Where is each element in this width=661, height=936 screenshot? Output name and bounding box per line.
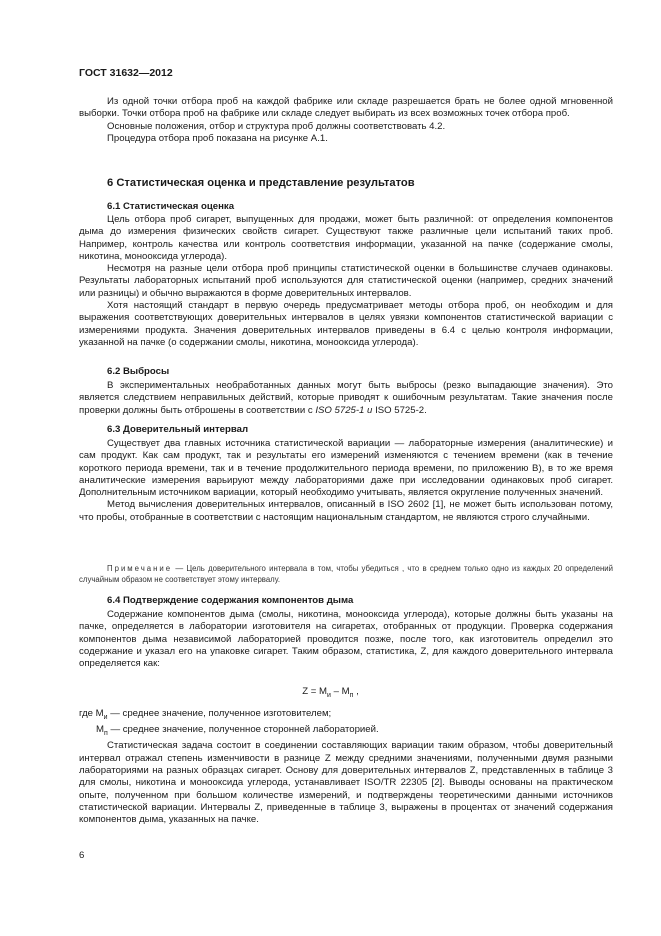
section-6-title: 6 Статистическая оценка и представление результатов: [107, 177, 415, 189]
section-6-3-title: 6.3 Доверительный интервал: [107, 424, 249, 435]
section-6-1-paragraph-3: Хотя настоящий стандарт в первую очередь предусматривает методы отбора проб, он необходим и для выражения соответствующих доверительных интервалов в целях увязки компонентов статистической вариации с измерениями продукта. Значения доверительных интервалов приведены в 6.4 с целью контроля информации, указанной на пачке (о содержании смолы, никотина, монооксида углерода).: [79, 300, 613, 348]
intro-paragraph-1: Из одной точки отбора проб на каждой фабрике или складе разрешается брать не более одной мгновенной выборки. Точки отбора проб на фабрике или складе следует выбирать из всех возможных точек отбора проб.: [79, 96, 613, 120]
section-6-4-body: [79, 609, 613, 670]
section-6-1-title: 6.1 Статистическая оценка: [107, 201, 235, 212]
section-6-4-paragraph-1: Содержание компонентов дыма (смолы, никотина, монооксида углерода), которые должны быть указаны на пачке, определяется в лаборатории изготовителя на сигаретах, отобранных от продукции. Проверка содержания компонентов дыма независимой лабораторией проводится позже, после того, как изготовитель определил это содержание и указал его на упаковке сигарет. Таким образом, статистика, Z, для каждого доверительного интервала определяется как:: [79, 609, 613, 670]
formula-z: $Z = M_и - M_п$ ,: [302, 686, 359, 699]
section-6-3-paragraph-2: Метод вычисления доверительных интервалов, описанный в ISO 2602 [1], не может быть использован потому, что пробы, отобранные в соответствии с настоящим национальным стандартом, не являются строго случайными.: [79, 499, 613, 523]
intro-paragraph-3: Процедура отбора проб показана на рисунке А.1.: [107, 132, 328, 144]
section-6-2-body: [79, 380, 613, 417]
section-6-4-title: 6.4 Подтверждение содержания компонентов дыма: [107, 595, 354, 606]
section-6-1-paragraph-2: Несмотря на разные цели отбора проб принципы статистической оценки в большинстве случаев одинаковы. Результаты лабораторных испытаний проб используются для статистической оценки (например, средних значений или разницы) и обычно выражаются в форме доверительных интервалов.: [79, 263, 613, 299]
where-line-1: где $M_и$ — среднее значение, полученное изготовителем;: [79, 708, 332, 721]
iso-reference: ISO 5725-1 и: [315, 404, 373, 416]
section-6-3-body: [79, 438, 613, 524]
section-6-1-body: [79, 214, 613, 349]
document-header: ГОСТ 31632—2012: [79, 67, 173, 79]
section-6-1-paragraph-1: Цель отбора проб сигарет, выпущенных для продажи, может быть различной: от определения компонентов дыма до измерения физических свойств сигарет. Существуют также различные цели испытаний таких проб. Например, контроль качества или контроль соответствия информации, указанной на пачке (содержание смолы, никотина, монооксида углерода).: [79, 214, 613, 262]
section-6-2-paragraph-1: [79, 380, 613, 417]
section-6-2-text-a: В экспериментальных необработанных данных могут быть выбросы (резко выпадающие значения). Это является следствием неправильных действий, которые приводят к ошибочным результатам. Такие значения после проверки должны быть отброшены в соответствии с: [79, 380, 613, 416]
page-number: 6: [79, 850, 85, 861]
section-6-2-title: 6.2 Выбросы: [107, 366, 170, 377]
where-line-2: $M_п$ — среднее значение, полученное сторонней лабораторией.: [96, 724, 379, 738]
note-block: [79, 563, 613, 585]
intro-block: [79, 96, 613, 145]
section-6-3-paragraph-1: Существует два главных источника статистической вариации — лабораторные измерения (аналитические) и сам продукт. Как сам продукт, так и результаты его измерений изменяются с течением времени (как в течение короткого периода времени, так и в течение продолжительного периода времени, по приложению В), в то же время аналитические измерения варьируют между лабораториями даже при исследовании одинаковых проб сигарет. Дополнительным источником вариации, который необходимо учитывать, является округление полученных значений.: [79, 438, 613, 499]
section-6-2-text-b: ISO 5725-2.: [372, 404, 427, 416]
intro-paragraph-2: Основные положения, отбор и структура проб должны соответствовать 4.2.: [107, 120, 446, 132]
formula-explanation: [79, 708, 613, 826]
note-label: Примечание: [107, 564, 173, 573]
note-text: — Цель доверительного интервала в том, чтобы убедиться , что в среднем только одно из каждых 20 определений случайным образом не соответствует этому интервалу.: [79, 564, 613, 584]
section-6-4-paragraph-2: Статистическая задача состоит в соединении составляющих вариации таким образом, чтобы доверительный интервал отражал степень изменчивости в разнице Z между средними значениями, полученными двумя разными лабораториями на разных образцах сигарет. Основу для доверительных интервалов Z, представленных в таблице 3 для смолы, никотина и монооксида углерода, устанавливает ISO/TR 22305 [2]. Выводы основаны на практическом опыте, полученном при большом количестве измерений, и подтверждены теоретическими данными источников статистической вариации. Интервалы Z, приведенные в таблице 3, выражены в процентах от значений содержания компонентов дыма, указанных на пачке.: [79, 740, 613, 826]
